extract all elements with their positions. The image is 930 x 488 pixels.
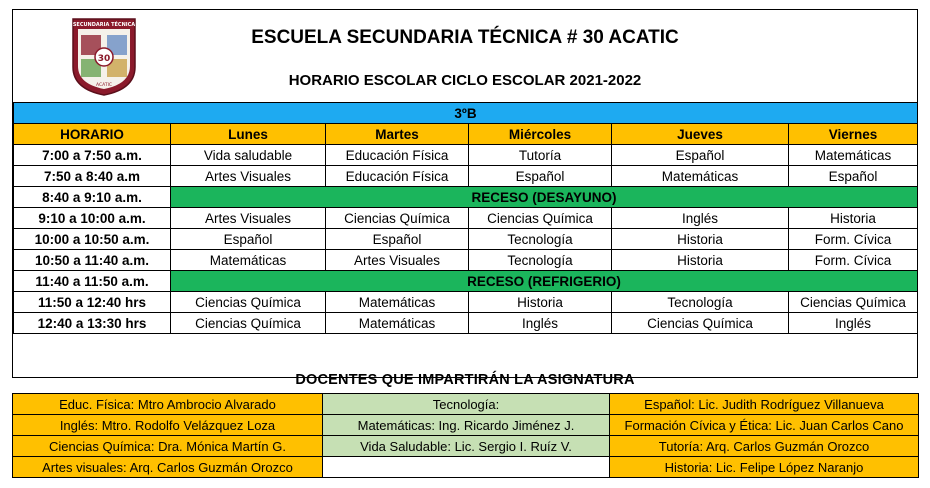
table-row	[14, 292, 918, 313]
teacher-cell: Español: Lic. Judith Rodríguez Villanueva	[610, 394, 919, 415]
subject-cell: Matemáticas	[326, 313, 469, 334]
subject-cell: Tutoría	[469, 145, 612, 166]
teacher-cell: Artes visuales: Arq. Carlos Guzmán Orozco	[13, 457, 323, 478]
recess-row	[14, 271, 918, 292]
teacher-cell: Matemáticas: Ing. Ricardo Jiménez J.	[323, 415, 610, 436]
subject-cell: Historia	[612, 250, 789, 271]
subject-cell: Artes Visuales	[171, 166, 326, 187]
column-header-row	[14, 124, 918, 145]
subject-cell: Tecnología	[469, 229, 612, 250]
teacher-row	[13, 436, 919, 457]
col-header-martes: Martes	[326, 124, 469, 145]
teacher-cell: Inglés: Mtro. Rodolfo Velázquez Loza	[13, 415, 323, 436]
group-row	[14, 103, 918, 124]
time-cell: 10:00 a 10:50 a.m.	[14, 229, 171, 250]
time-cell: 9:10 a 10:00 a.m.	[14, 208, 171, 229]
subject-cell: Ciencias Química	[326, 208, 469, 229]
subject-cell: Ciencias Química	[789, 292, 918, 313]
col-header-lunes: Lunes	[171, 124, 326, 145]
subject-cell: Ciencias Química	[171, 313, 326, 334]
subject-cell: Matemáticas	[789, 145, 918, 166]
teacher-row	[13, 394, 919, 415]
time-cell: 12:40 a 13:30 hrs	[14, 313, 171, 334]
subject-cell: Form. Cívica	[789, 250, 918, 271]
subject-cell: Artes Visuales	[171, 208, 326, 229]
time-cell: 8:40 a 9:10 a.m.	[14, 187, 171, 208]
teachers-title: DOCENTES QUE IMPARTIRÁN LA ASIGNATURA	[295, 372, 635, 388]
table-row	[14, 313, 918, 334]
logo-number: 30	[97, 54, 111, 64]
col-header-horario: HORARIO	[14, 124, 171, 145]
subject-cell: Español	[612, 145, 789, 166]
subject-cell: Español	[789, 166, 918, 187]
teacher-cell	[323, 457, 610, 478]
recess-cell: RECESO (DESAYUNO)	[171, 187, 918, 208]
table-row	[14, 250, 918, 271]
subject-cell: Vida saludable	[171, 145, 326, 166]
subject-cell: Inglés	[612, 208, 789, 229]
col-header-miercoles: Miércoles	[469, 124, 612, 145]
teacher-cell: Historia: Lic. Felipe López Naranjo	[610, 457, 919, 478]
col-header-jueves: Jueves	[612, 124, 789, 145]
subject-cell: Historia	[612, 229, 789, 250]
time-cell: 11:40 a 11:50 a.m.	[14, 271, 171, 292]
subject-cell: Tecnología	[469, 250, 612, 271]
table-row	[14, 145, 918, 166]
time-cell: 11:50 a 12:40 hrs	[14, 292, 171, 313]
teacher-row	[13, 415, 919, 436]
teachers-table	[12, 393, 919, 478]
schedule-sheet	[12, 9, 918, 378]
subject-cell: Matemáticas	[171, 250, 326, 271]
subject-cell: Form. Cívica	[789, 229, 918, 250]
subject-cell: Ciencias Química	[171, 292, 326, 313]
subject-cell: Matemáticas	[326, 292, 469, 313]
teacher-cell: Tecnología:	[323, 394, 610, 415]
col-header-viernes: Viernes	[789, 124, 918, 145]
subject-cell: Español	[326, 229, 469, 250]
time-cell: 7:00 a 7:50 a.m.	[14, 145, 171, 166]
table-row	[14, 229, 918, 250]
teacher-cell: Tutoría: Arq. Carlos Guzmán Orozco	[610, 436, 919, 457]
time-cell: 10:50 a 11:40 a.m.	[14, 250, 171, 271]
subject-cell: Historia	[469, 292, 612, 313]
subject-cell: Educación Física	[326, 145, 469, 166]
subject-cell: Inglés	[469, 313, 612, 334]
recess-cell: RECESO (REFRIGERIO)	[171, 271, 918, 292]
logo-text-top: SECUNDARIA TÉCNICA	[72, 22, 136, 28]
subject-cell: Educación Física	[326, 166, 469, 187]
teacher-cell: Formación Cívica y Ética: Lic. Juan Carlos Cano	[610, 415, 919, 436]
subject-cell: Historia	[789, 208, 918, 229]
header	[13, 10, 917, 102]
subject-cell: Español	[171, 229, 326, 250]
schedule-table	[13, 102, 918, 334]
school-name: ESCUELA SECUNDARIA TÉCNICA # 30 ACATIC	[251, 27, 679, 48]
teacher-row	[13, 457, 919, 478]
subject-cell: Inglés	[789, 313, 918, 334]
table-row	[14, 166, 918, 187]
teacher-cell: Ciencias Química: Dra. Mónica Martín G.	[13, 436, 323, 457]
time-cell: 7:50 a 8:40 a.m	[14, 166, 171, 187]
schedule-title: HORARIO ESCOLAR CICLO ESCOLAR 2021-2022	[288, 72, 642, 89]
recess-row	[14, 187, 918, 208]
subject-cell: Matemáticas	[612, 166, 789, 187]
group-label: 3ºB	[14, 103, 918, 124]
subject-cell: Tecnología	[612, 292, 789, 313]
logo-text-bottom: ACATIC	[95, 83, 113, 88]
subject-cell: Ciencias Química	[469, 208, 612, 229]
subject-cell: Ciencias Química	[612, 313, 789, 334]
teacher-cell: Vida Saludable: Lic. Sergio I. Ruíz V.	[323, 436, 610, 457]
teacher-cell: Educ. Física: Mtro Ambrocio Alvarado	[13, 394, 323, 415]
table-row	[14, 208, 918, 229]
subject-cell: Español	[469, 166, 612, 187]
subject-cell: Artes Visuales	[326, 250, 469, 271]
